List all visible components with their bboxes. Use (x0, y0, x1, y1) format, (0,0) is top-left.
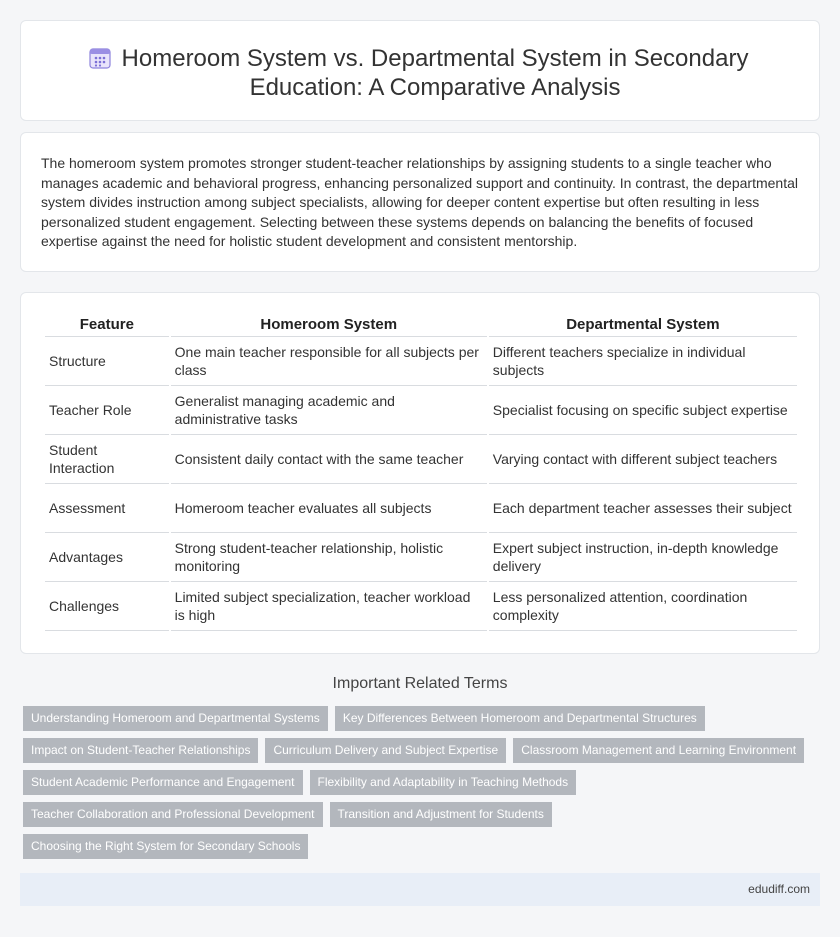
tag-row (23, 738, 804, 763)
related-term-tag[interactable]: Flexibility and Adaptability in Teaching Methods (310, 770, 577, 795)
related-term-tag[interactable]: Impact on Student-Teacher Relationships (23, 738, 258, 763)
cell-departmental: Expert subject instruction, in-depth knowledge delivery (489, 533, 797, 582)
cell-homeroom: One main teacher responsible for all subjects per class (171, 337, 487, 386)
cell-homeroom: Generalist managing academic and administrative tasks (171, 386, 487, 435)
cell-feature: Advantages (45, 533, 169, 582)
related-term-tag[interactable]: Curriculum Delivery and Subject Expertise (265, 738, 506, 763)
related-term-tag[interactable]: Choosing the Right System for Secondary Schools (23, 834, 308, 859)
related-term-tag[interactable]: Transition and Adjustment for Students (330, 802, 552, 827)
related-term-tag[interactable]: Understanding Homeroom and Departmental Systems (23, 706, 328, 731)
cell-departmental: Each department teacher assesses their subject (489, 484, 797, 533)
related-terms-heading: Important Related Terms (332, 675, 508, 692)
cell-homeroom: Limited subject specialization, teacher workload is high (171, 582, 487, 631)
comparison-table (43, 314, 799, 631)
title-card (20, 20, 820, 121)
table-row (45, 582, 797, 631)
table-row (45, 435, 797, 484)
tag-row (23, 802, 552, 827)
cell-homeroom: Consistent daily contact with the same teacher (171, 435, 487, 484)
footer (20, 873, 820, 906)
intro-card (20, 132, 820, 272)
page-title: Homeroom System vs. Departmental System in Secondary Education: A Comparative Analysis (121, 45, 749, 101)
related-term-tag[interactable]: Student Academic Performance and Engagement (23, 770, 303, 795)
related-term-tag[interactable]: Key Differences Between Homeroom and Departmental Structures (335, 706, 705, 731)
table-row (45, 484, 797, 533)
cell-departmental: Specialist focusing on specific subject expertise (489, 386, 797, 435)
intro-paragraph: The homeroom system promotes stronger student-teacher relationships by assigning students to a single teacher who manages academic and behavioral progress, enhancing personalized support and continuity. In contrast, the departmental system divides instruction among subject specialists, allowing for deeper content expertise but often resulting in less personalized student engagement. Selecting between these systems depends on balancing the benefits of focused expertise against the need for holistic student development and consistent mentorship. (41, 155, 798, 249)
related-term-tag[interactable]: Teacher Collaboration and Professional Development (23, 802, 323, 827)
header-feature: Feature (45, 314, 169, 337)
cell-departmental: Different teachers specialize in individual subjects (489, 337, 797, 386)
cell-feature: Challenges (45, 582, 169, 631)
table-row (45, 533, 797, 582)
footer-site-link[interactable]: edudiff.com (748, 882, 810, 896)
table-row (45, 386, 797, 435)
table-row (45, 337, 797, 386)
tag-row (23, 706, 705, 731)
related-term-tag[interactable]: Classroom Management and Learning Environment (513, 738, 804, 763)
header-departmental: Departmental System (489, 314, 797, 337)
tag-row (23, 770, 576, 795)
cell-departmental: Varying contact with different subject teachers (489, 435, 797, 484)
tag-row (23, 834, 308, 859)
cell-feature: Structure (45, 337, 169, 386)
cell-feature: Teacher Role (45, 386, 169, 435)
comparison-table-card (20, 292, 820, 654)
cell-feature: Student Interaction (45, 435, 169, 484)
cell-homeroom: Strong student-teacher relationship, holistic monitoring (171, 533, 487, 582)
table-header-row (45, 314, 797, 337)
header-homeroom: Homeroom System (171, 314, 487, 337)
cell-feature: Assessment (45, 484, 169, 533)
cell-homeroom: Homeroom teacher evaluates all subjects (171, 484, 487, 533)
cell-departmental: Less personalized attention, coordination complexity (489, 582, 797, 631)
